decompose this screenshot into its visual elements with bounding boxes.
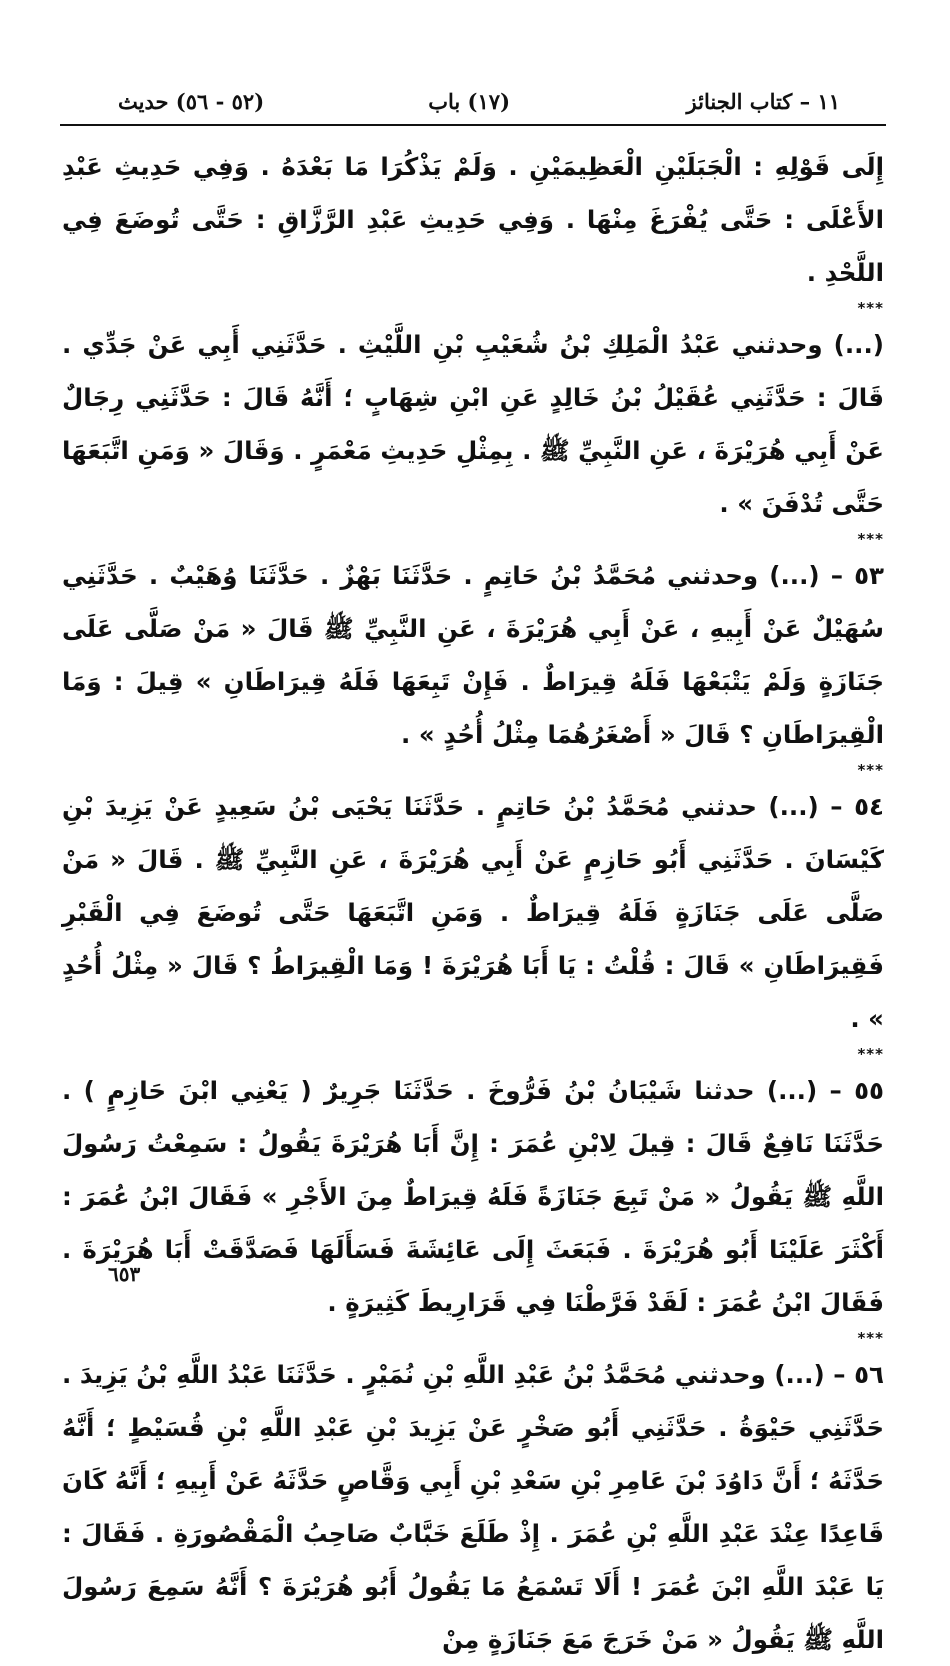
section-separator: ***: [857, 1329, 884, 1347]
paragraph-hadith-53: ٥٣ – (...) وحدثني مُحَمَّدُ بْنُ حَاتِمٍ . حَدَّثَنَا بَهْزٌ . حَدَّثَنَا وُهَيْبٌ . حَدَّثَنِي سُهَيْلٌ عَنْ أَبِيهِ ، عَنْ أَبِي هُرَيْرَةَ ، عَنِ النَّبِيِّ ﷺ قَالَ « مَنْ صَلَّى عَلَى جَنَازَةٍ وَلَمْ يَتْبَعْهَا فَلَهُ قِيرَاطٌ . فَإِنْ تَبِعَهَا فَلَهُ قِيرَاطَانِ » قِيلَ : وَمَا الْقِيرَاطَانِ ؟ قَالَ « أَصْغَرُهُمَا مِثْلُ أُحُدٍ » .: [62, 561, 884, 749]
running-header: [118, 82, 840, 122]
section-separator: ***: [857, 299, 884, 317]
paragraph-hadith-54: ٥٤ – (...) حدثني مُحَمَّدُ بْنُ حَاتِمٍ . حَدَّثَنَا يَحْيَى بْنُ سَعِيدٍ عَنْ يَزِيدَ بْنِ كَيْسَانَ . حَدَّثَنِي أَبُو حَازِمٍ عَنْ أَبِي هُرَيْرَةَ ، عَنِ النَّبِيِّ ﷺ . قَالَ « مَنْ صَلَّى عَلَى جَنَازَةٍ فَلَهُ قِيرَاطٌ . وَمَنِ اتَّبَعَهَا حَتَّى تُوضَعَ فِي الْقَبْرِ فَقِيرَاطَانِ » قَالَ : قُلْتُ : يَا أَبَا هُرَيْرَةَ ! وَمَا الْقِيرَاطُ ؟ قَالَ « مِثْلُ أُحُدٍ » .: [62, 792, 884, 1033]
header-hadith-range: (٥٢ - ٥٦) حديث: [118, 89, 265, 114]
page-number: ٦٥٣: [108, 1262, 141, 1286]
page-body: [62, 140, 884, 1666]
header-rule: [60, 124, 886, 126]
header-chapter: ١١ – كتاب الجنائز: [686, 89, 840, 114]
section-separator: ***: [857, 1045, 884, 1063]
section-separator: ***: [857, 530, 884, 548]
section-separator: ***: [857, 761, 884, 779]
header-section: (١٧) باب: [428, 89, 510, 114]
paragraph-continuation: إِلَى قَوْلِهِ : الْجَبَلَيْنِ الْعَظِيمَيْنِ . وَلَمْ يَذْكُرَا مَا بَعْدَهُ . وَفِي حَدِيثِ عَبْدِ الأَعْلَى : حَتَّى يُفْرَغَ مِنْهَا . وَفِي حَدِيثِ عَبْدِ الرَّزَّاقِ : حَتَّى تُوضَعَ فِي اللَّحْدِ .: [62, 152, 884, 287]
paragraph-hadith-55: ٥٥ – (...) حدثنا شَيْبَانُ بْنُ فَرُّوخَ . حَدَّثَنَا جَرِيرٌ ( يَعْنِي ابْنَ حَازِمٍ ) . حَدَّثَنَا نَافِعٌ قَالَ : قِيلَ لِابْنِ عُمَرَ : إِنَّ أَبَا هُرَيْرَةَ يَقُولُ : سَمِعْتُ رَسُولَ اللَّهِ ﷺ يَقُولُ « مَنْ تَبِعَ جَنَازَةً فَلَهُ قِيرَاطٌ مِنَ الأَجْرِ » فَقَالَ ابْنُ عُمَرَ : أَكْثَرَ عَلَيْنَا أَبُو هُرَيْرَةَ . فَبَعَثَ إِلَى عَائِشَةَ فَسَأَلَهَا فَصَدَّقَتْ أَبَا هُرَيْرَةَ . فَقَالَ ابْنُ عُمَرَ : لَقَدْ فَرَّطْنَا فِي قَرَارِيطَ كَثِيرَةٍ .: [62, 1076, 884, 1317]
paragraph-hadith-52-variant: (...) وحدثني عَبْدُ الْمَلِكِ بْنُ شُعَيْبِ بْنِ اللَّيْثِ . حَدَّثَنِي أَبِي عَنْ جَدِّي . قَالَ : حَدَّثَنِي عُقَيْلُ بْنُ خَالِدٍ عَنِ ابْنِ شِهَابٍ ؛ أَنَّهُ قَالَ : حَدَّثَنِي رِجَالٌ عَنْ أَبِي هُرَيْرَةَ ، عَنِ النَّبِيِّ ﷺ . بِمِثْلِ حَدِيثِ مَعْمَرٍ . وَقَالَ « وَمَنِ اتَّبَعَهَا حَتَّى تُدْفَنَ » .: [62, 330, 884, 518]
paragraph-hadith-56: ٥٦ – (...) وحدثني مُحَمَّدُ بْنُ عَبْدِ اللَّهِ بْنِ نُمَيْرٍ . حَدَّثَنَا عَبْدُ اللَّهِ بْنُ يَزِيدَ . حَدَّثَنِي حَيْوَةُ . حَدَّثَنِي أَبُو صَخْرٍ عَنْ يَزِيدَ بْنِ عَبْدِ اللَّهِ بْنِ قُسَيْطٍ ؛ أَنَّهُ حَدَّثَهُ ؛ أَنَّ دَاوُدَ بْنَ عَامِرِ بْنِ سَعْدِ بْنِ أَبِي وَقَّاصٍ حَدَّثَهُ عَنْ أَبِيهِ ؛ أَنَّهُ كَانَ قَاعِدًا عِنْدَ عَبْدِ اللَّهِ بْنِ عُمَرَ . إِذْ طَلَعَ خَبَّابٌ صَاحِبُ الْمَقْصُورَةِ . فَقَالَ : يَا عَبْدَ اللَّهِ ابْنَ عُمَرَ ! أَلَا تَسْمَعُ مَا يَقُولُ أَبُو هُرَيْرَةَ ؟ أَنَّهُ سَمِعَ رَسُولَ اللَّهِ ﷺ يَقُولُ « مَنْ خَرَجَ مَعَ جَنَازَةٍ مِنْ: [62, 1360, 884, 1654]
